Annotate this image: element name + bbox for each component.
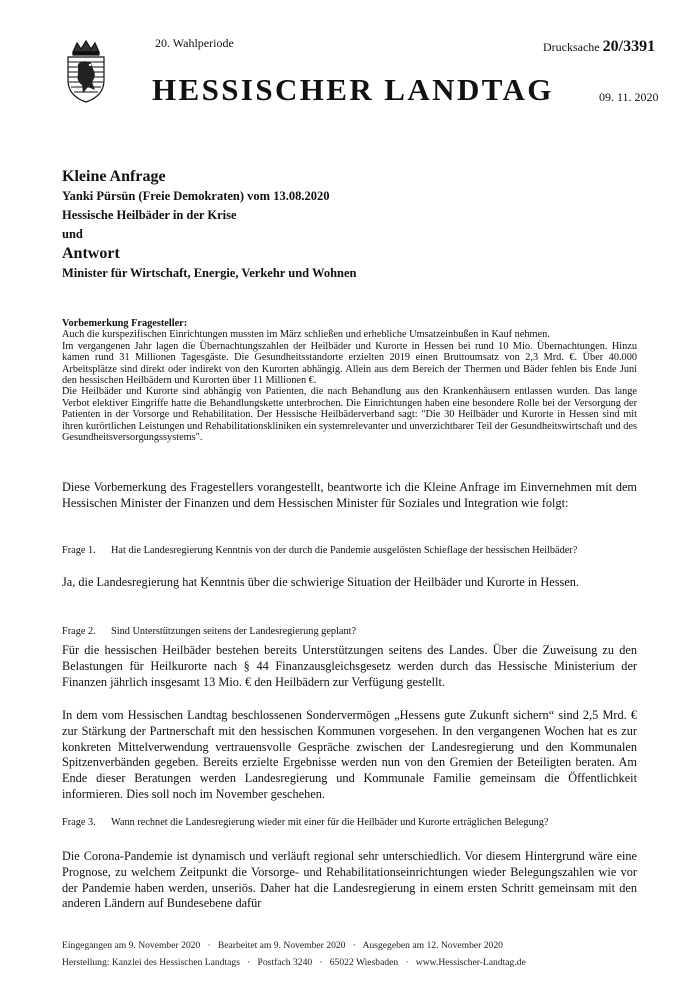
vorbemerkung-paragraph: Die Heilbäder und Kurorte sind abhängig von Patienten, die nach Behandlung aus den Krankenhäusern entlassen wurden. Das lange Verbot elektiver Eingriffe hatte die Behandlungskette unterbrochen. Die Einrichtungen haben eine besondere Rolle bei der Versorgung der Patienten in der Vorsorge und Rehabilitation. Der Hessische Heilbäderverband sagt: "Die 30 Heilbäder und Kurorte in Hessen sind mit ihren kurörtlichen Leistungen und Rehabilitationskliniken ein systemrelevanter und unverzichtbarer Teil der Gesundheitswirtschaft und des Gesundheitsversorgungssystems". xyxy=(62,386,637,444)
wahlperiode: 20. Wahlperiode xyxy=(155,36,234,50)
heading-author: Yanki Pürsün (Freie Demokraten) vom 13.08.2020 xyxy=(62,189,330,203)
frage-1 xyxy=(62,545,637,557)
frage-2 xyxy=(62,626,637,638)
intro-paragraph: Diese Vorbemerkung des Fragestellers vorangestellt, beantworte ich die Kleine Anfrage im Einvernehmen mit dem Hessischen Minister der Finanzen und dem Hessischen Minister für Soziales und Integration wie folgt: xyxy=(62,480,637,510)
frage-3 xyxy=(62,817,637,829)
frage-3-text: Wann rechnet die Landesregierung wieder mit einer für die Heilbäder und Kurorte erträglichen Belegung? xyxy=(111,817,549,828)
drucksache-number: 20/3391 xyxy=(602,38,656,55)
heading-subject: Hessische Heilbäder in der Krise xyxy=(62,208,237,222)
vorbemerkung-paragraph: Im vergangenen Jahr lagen die Übernachtungszahlen der Heilbäder und Kurorte in Hessen bei rund 10 Mio. Übernachtungen. Hinzu kamen rund 31 Millionen Tagesgäste. Die Gesundheitsstandorte erzielten 2019 einen Bruttoumsatz von 2,3 Mrd. €. Über 40.000 Arbeitsplätze sind direkt oder indirekt von den Kurorten abhängig. Allein aus dem Bereich der Thermen und Bäder fehlen bis Ende Juni den hessischen Heilbädern und Kurorten über 11 Millionen €. xyxy=(62,340,637,387)
vorbemerkung-title: Vorbemerkung Fragesteller: xyxy=(62,318,188,329)
antwort-3: Die Corona-Pandemie ist dynamisch und verläuft regional sehr unterschiedlich. Vor diesem Hintergrund wäre eine Prognose, zu welchem Zeitpunkt die Vorsorge- und Rehabilitationseinrichtungen wieder Belegungszahlen wie vor der Pandemie haben werden, unseriös. Daher hat die Landesregierung in einem ersten Schritt gemeinsam mit den anderen Ländern auf Bundesebene dafür xyxy=(62,849,637,911)
document-date: 09. 11. 2020 xyxy=(599,90,659,104)
frage-2-text: Sind Unterstützungen seitens der Landesregierung geplant? xyxy=(111,626,357,637)
frage-3-number: Frage 3. xyxy=(62,817,96,828)
hesse-coat-of-arms-icon xyxy=(64,38,108,104)
antwort-2b: In dem vom Hessischen Landtag beschlossenen Sondervermögen „Hessens gute Zukunft sichern“ sind 2,5 Mrd. € zur Stärkung der Partnerschaft mit den hessischen Kommunen vorgesehen. In den vergangenen Wochen hat es zur konkreten Mittelverwendung vertrauensvolle Gespräche zwischen der Landesregierung und den Kommunalen Spitzenverbänden gegeben. Bereits erzielte Ergebnisse werden nun von den Gremien der Beteiligten beraten. Am Ende dieser Beratungen werden Landesregierung und Kommunale Familie gemeinsam die Öffentlichkeit informieren. Dies soll noch im November geschehen. xyxy=(62,708,637,801)
vorbemerkung-paragraph: Auch die kurspezifischen Einrichtungen mussten im März schließen und erhebliche Umsatzeinbußen in Kauf nehmen. xyxy=(62,329,550,341)
heading-antwort: Antwort xyxy=(62,245,120,262)
footer-publisher: Herstellung: Kanzlei des Hessischen Landtags · Postfach 3240 · 65022 Wiesbaden · www.Hessischer-Landtag.de xyxy=(62,957,526,968)
page-footer xyxy=(62,937,642,971)
vorbemerkung-block xyxy=(62,318,637,443)
drucksache-label: Drucksache xyxy=(543,40,600,54)
heading-minister: Minister für Wirtschaft, Energie, Verkehr und Wohnen xyxy=(62,266,357,280)
parliament-title: HESSISCHER LANDTAG xyxy=(152,72,554,107)
document-heading xyxy=(62,167,622,283)
antwort-1: Ja, die Landesregierung hat Kenntnis über die schwierige Situation der Heilbäder und Kurorte in Hessen. xyxy=(62,575,579,589)
frage-1-text: Hat die Landesregierung Kenntnis von der durch die Pandemie ausgelösten Schieflage der hessischen Heilbäder? xyxy=(111,545,578,556)
heading-kleine-anfrage: Kleine Anfrage xyxy=(62,168,166,185)
drucksache xyxy=(543,38,655,56)
heading-und: und xyxy=(62,227,83,241)
frage-2-number: Frage 2. xyxy=(62,626,96,637)
frage-1-number: Frage 1. xyxy=(62,545,96,556)
antwort-2a: Für die hessischen Heilbäder bestehen bereits Unterstützungen seitens des Landes. Über die Zuweisung zu den Belastungen für Heilkurorte nach § 44 Finanzausgleichsgesetz werden durch das Hessische Ministerium der Finanzen jährlich insgesamt 13 Mio. € den Heilbädern zur Verfügung gestellt. xyxy=(62,643,637,689)
footer-dates: Eingegangen am 9. November 2020 · Bearbeitet am 9. November 2020 · Ausgegeben am 12. November 2020 xyxy=(62,940,503,951)
